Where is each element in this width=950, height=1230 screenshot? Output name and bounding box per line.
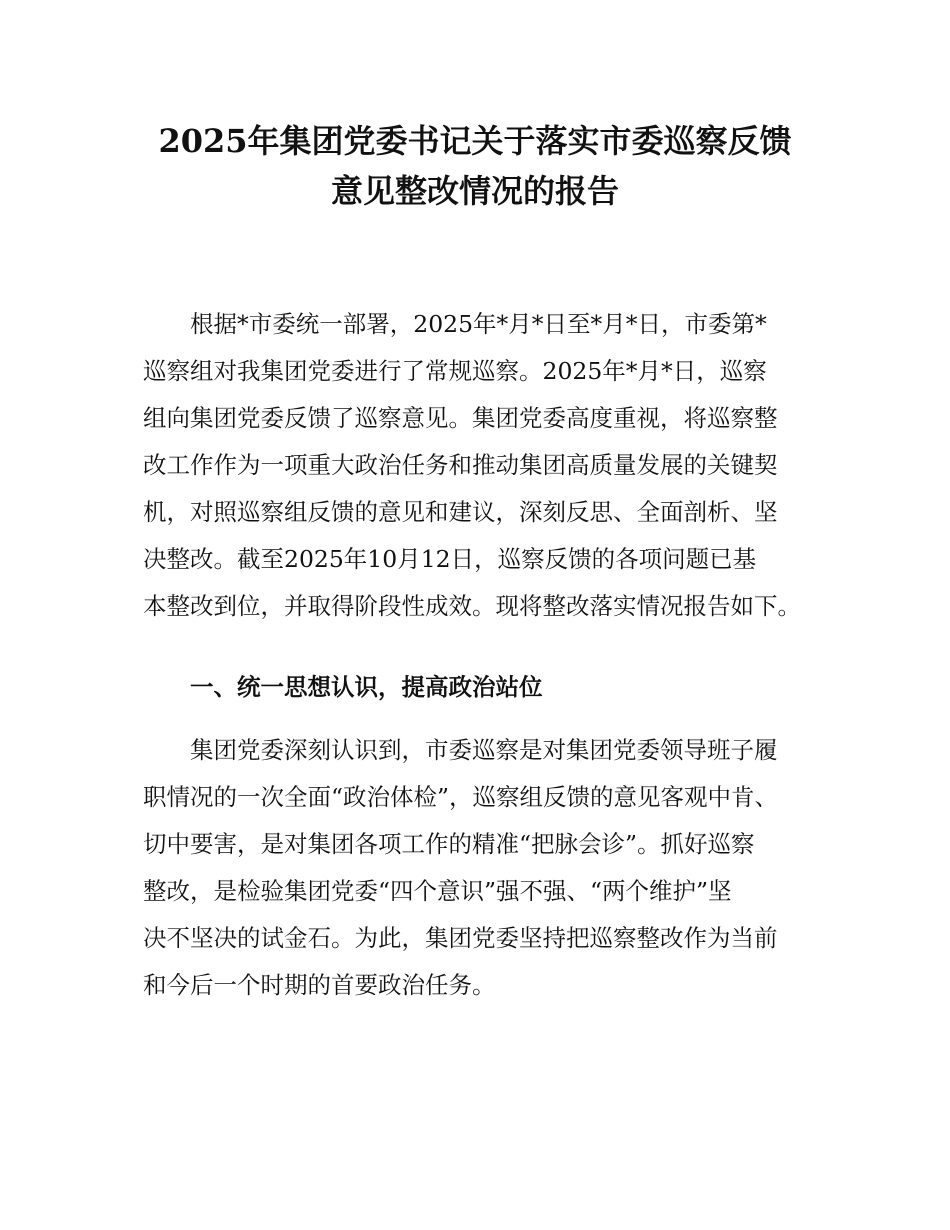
text-line: 集团党委深刻认识到，市委巡察是对集团党委领导班子履 [190, 736, 778, 764]
text-line: 切中要害，是对集团各项工作的精准“把脉会诊”。抓好巡察 [143, 830, 755, 858]
text-line: 机，对照巡察组反馈的意见和建议，深刻反思、全面剖析、坚 [143, 498, 778, 526]
text-line: 巡察组对我集团党委进行了常规巡察。2025年*月*日，巡察 [143, 357, 767, 385]
text-line: 组向集团党委反馈了巡察意见。集团党委高度重视，将巡察整 [143, 404, 778, 432]
text-line: 和今后一个时期的首要政治任务。 [143, 971, 496, 999]
paragraph-intro [143, 301, 823, 630]
section-heading: 一、统一思想认识，提高政治站位 [190, 673, 543, 701]
text-line: 改工作作为一项重大政治任务和推动集团高质量发展的关键契 [143, 451, 778, 479]
paragraph-section-1 [143, 727, 823, 1009]
text-line: 决整改。截至2025年10月12日，巡察反馈的各项问题已基 [143, 545, 757, 573]
text-line: 职情况的一次全面“政治体检”，巡察组反馈的意见客观中肯、 [143, 783, 779, 811]
text-line: 根据*市委统一部署，2025年*月*日至*月*日，市委第* [190, 310, 767, 338]
text-line: 本整改到位，并取得阶段性成效。现将整改落实情况报告如下。 [143, 592, 801, 620]
text-line: 整改，是检验集团党委“四个意识”强不强、“两个维护”坚 [143, 877, 732, 905]
text-line: 决不坚决的试金石。为此，集团党委坚持把巡察整改作为当前 [143, 924, 778, 952]
document-title-line-2: 意见整改情况的报告 [330, 172, 619, 210]
document-title-line-1: 2025年集团党委书记关于落实市委巡察反馈 [158, 122, 792, 160]
